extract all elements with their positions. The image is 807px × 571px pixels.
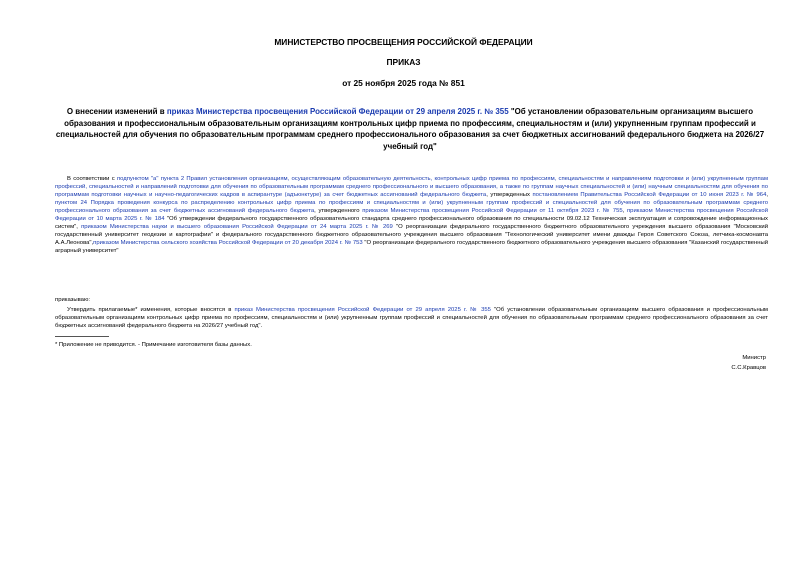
reference-link[interactable]: приказ Министерства просвещения Российской Федерации от 29 апреля 2025 г. № 355 [234, 307, 491, 313]
reference-link[interactable]: пунктом 24 Порядка проведения конкурса по распределению контрольных цифр приема по профессиям и специальностям и (или) укрупненным группам профессий и специальностей для обучения по образовательным программам среднего профессионального образования за счет бюджетных ассигнований федерального бюджета [55, 200, 768, 215]
footnote: * Приложение не приводится. - Примечание изготовителя базы данных. [55, 342, 252, 348]
operative-text: "Об установлении образовательным организациям высшего образования и профессиональным образовательным организациям контрольных цифр приема по профессиям, специальностям и (или) укрупненным группам профессий и специальностей для обучения по образовательным программам среднего профессионального образования за счет бюджетных ассигнований федерального бюджета на 2026/27 учебный год". [55, 307, 768, 330]
footnote-divider [55, 336, 109, 337]
preamble-text: , утвержденного [314, 208, 363, 215]
reference-link[interactable]: приказом Министерства просвещения Российской Федерации от 10 марта 2025 г. № 184 [55, 208, 768, 223]
title-suffix: "Об установлении образовательным организациям высшего образования и профессиональным образовательным организациям контрольных цифр приема по профессиям, специальностям и (или) укрупненным группам профессий и специальностей для обучения по образовательным программам среднего профессионального образования за счет бюджетных ассигнований федерального бюджета на 2026/27 учебный год" [55, 107, 765, 151]
preamble-text: "Об утверждении федерального государственного образовательного стандарта среднего профессионального образования по специальности 09.02.12 Техническая эксплуатация и сопровождение информационных систем", [55, 216, 768, 231]
reference-link[interactable]: приказом Министерства науки и высшего образования Российской Федерации от 24 марта 2025 г. № 269 [81, 224, 393, 231]
preamble-text: , утвержденных [486, 192, 533, 199]
order-date-number: от 25 ноября 2025 года № 851 [342, 78, 465, 88]
preamble-text: "О реорганизации федерального государственного бюджетного образовательного учреждения высшего образования "Московский государственный университет геодезии и картографии" и федерального государственного бюджетного образовательного учреждения высшего образования "Технологический университет имени дважды Героя Советского Союза, летчика-космонавта А.А.Леонова", [55, 224, 768, 247]
reference-link[interactable]: приказом Министерства просвещения Российской Федерации от 11 октября 2023 г. № 755 [362, 208, 623, 215]
document-title [50, 106, 770, 152]
preamble-text: В соответствии с [67, 176, 117, 182]
title-prefix: О внесении изменений в [66, 107, 167, 116]
reference-link[interactable]: приказом Министерства сельского хозяйства Российской Федерации от 20 декабря 2024 г. № 753 [93, 240, 363, 247]
ministry-name: МИНИСТЕРСТВО ПРОСВЕЩЕНИЯ РОССИЙСКОЙ ФЕДЕРАЦИИ [274, 37, 533, 47]
signer-title: Министр [742, 355, 766, 361]
title-reference-link[interactable]: приказ Министерства просвещения Российской Федерации от 29 апреля 2025 г. № 355 [166, 107, 509, 116]
reference-link[interactable]: постановлением Правительства Российской Федерации от 10 июня 2023 г. № 964 [532, 192, 767, 199]
preamble-text: , [622, 208, 627, 215]
preamble-text: , [766, 192, 768, 199]
preamble-paragraph [55, 175, 768, 255]
operative-text: Утвердить прилагаемые* изменения, которые вносятся в [67, 307, 235, 313]
reference-link[interactable]: подпунктом "а" пункта 2 Правил установления организациям, осуществляющим образовательную деятельность, контрольных цифр приема по профессиям, специальностям и направлениям подготовки и (или) укрупненным группам профессий, специальностей и направлений подготовки для обучения по образовательным программам среднего профессионального и высшего образования, а также по группам научных специальностей и (или) научным специальностям для обучения по программам подготовки научных и научно-педагогических кадров в аспирантуре (адъюнктуре) за счет бюджетных ассигнований федерального бюджета [55, 176, 768, 199]
signer-name: С.С.Кравцов [731, 365, 766, 371]
document-type: ПРИКАЗ [386, 57, 421, 67]
preamble-text: "О реорганизации федерального государственного бюджетного образовательного учреждения высшего образования "Казанский государственный аграрный университет" [55, 240, 768, 255]
operative-paragraph [55, 306, 768, 330]
decree-word: приказываю: [55, 297, 91, 303]
